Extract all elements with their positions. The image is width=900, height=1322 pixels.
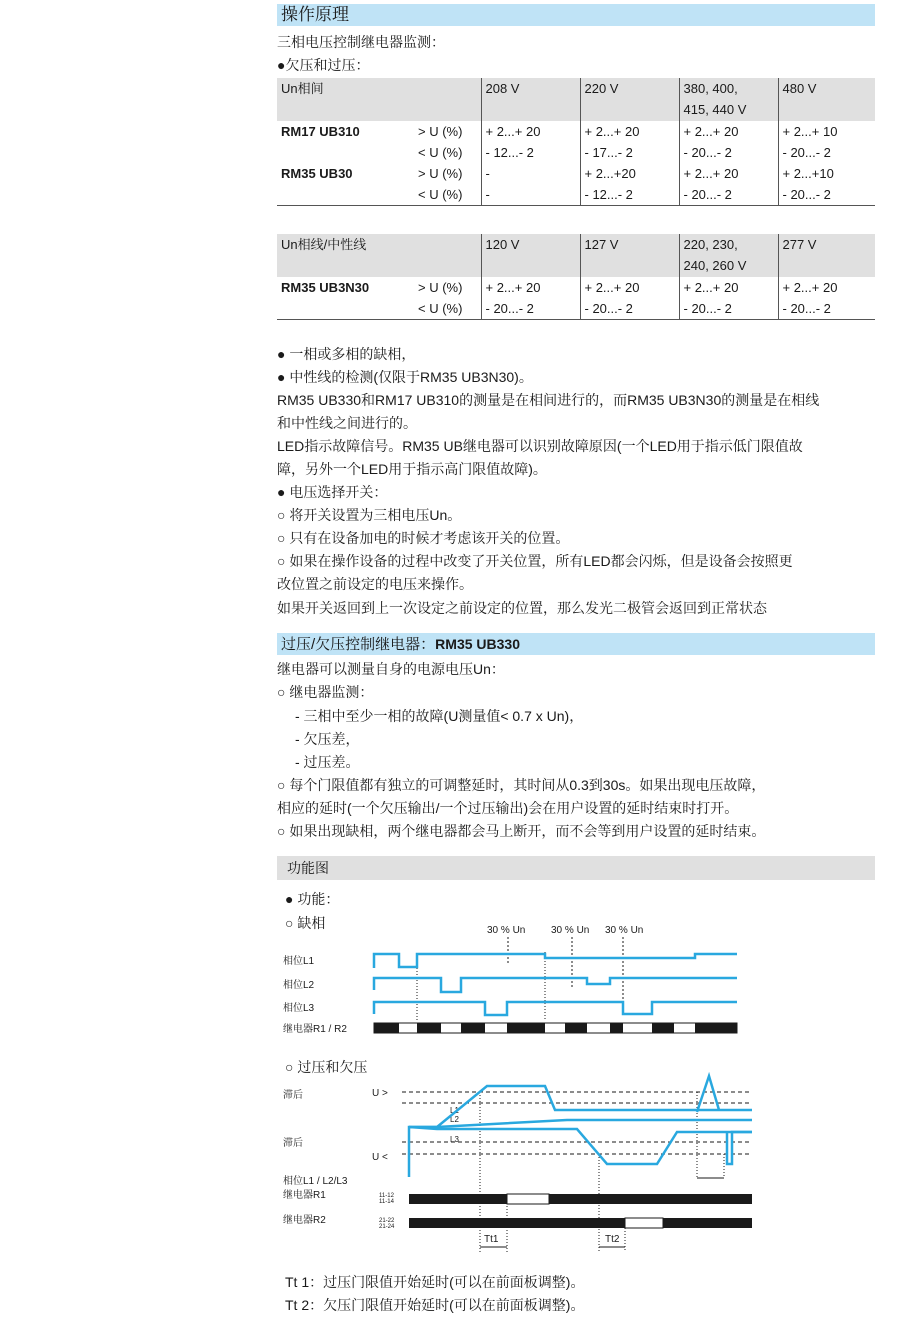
section-title-relay: 过压/欠压控制继电器：RM35 UB330 xyxy=(277,633,875,655)
header-cell: 277 V xyxy=(778,234,875,277)
svg-text:L3: L3 xyxy=(450,1135,459,1144)
header-un-phase: Un相间 xyxy=(277,78,414,121)
table-row: RM35 UB3N30 > U (%) + 2...+ 20 + 2...+ 20 + 2...+ 20 + 2...+ 20 xyxy=(277,277,875,298)
svg-text:继电器R2: 继电器R2 xyxy=(283,1215,326,1226)
para-line: 和中性线之间进行的。 xyxy=(277,415,417,431)
voltage-waveforms xyxy=(409,1076,752,1177)
phase-loss-diagram xyxy=(277,920,757,1040)
relay-timeline xyxy=(374,1023,737,1033)
svg-text:Tt1: Tt1 xyxy=(484,1234,499,1245)
under-over-voltage-heading: ●欠压和过压： xyxy=(277,57,370,73)
section-title-function-diagram: 功能图 xyxy=(277,856,875,880)
section2-line: ○ 继电器监测： xyxy=(277,684,374,700)
header-cell: 220, 230, 240, 260 V xyxy=(679,234,778,277)
header-cell: 208 V xyxy=(481,78,580,121)
header-cell: 480 V xyxy=(778,78,875,121)
svg-text:继电器R1: 继电器R1 xyxy=(283,1190,326,1201)
svg-text:30 % Un: 30 % Un xyxy=(487,925,526,936)
header-cell: 220 V xyxy=(580,78,679,121)
relay-r1-timeline xyxy=(409,1194,752,1204)
svg-text:30 % Un: 30 % Un xyxy=(551,925,590,936)
footnote-tt1: Tt 1：过压门限值开始延时(可以在前面板调整)。 xyxy=(285,1274,585,1290)
header-cell: 127 V xyxy=(580,234,679,277)
para-line: LED指示故障信号。RM35 UB继电器可以识别故障原因(一个LED用于指示低门限值故 xyxy=(277,438,803,454)
svg-text:相位L1: 相位L1 xyxy=(283,956,315,967)
over-under-voltage-diagram xyxy=(277,1072,757,1262)
voltage-table-neutral xyxy=(277,234,875,320)
function-heading: ● 功能： xyxy=(285,891,340,907)
svg-text:继电器R1 / R2: 继电器R1 / R2 xyxy=(283,1024,347,1035)
section2-line: - 过压差。 xyxy=(295,754,360,770)
svg-text:滞后: 滞后 xyxy=(283,1138,303,1149)
svg-text:相位L2: 相位L2 xyxy=(283,980,315,991)
table-row: RM17 UB310 > U (%) + 2...+ 20 + 2...+ 20 + 2...+ 20 + 2...+ 10 xyxy=(277,121,875,142)
para-line: 改位置之前设定的电压来操作。 xyxy=(277,576,473,592)
intro-line: 三相电压控制继电器监测： xyxy=(277,34,445,50)
para-line: 障，另外一个LED用于指示高门限值故障)。 xyxy=(277,461,547,477)
table-row: < U (%) - 12...- 2 - 17...- 2 - 20...- 2 - 20...- 2 xyxy=(277,142,875,163)
over-under-heading: ○ 过压和欠压 xyxy=(285,1059,368,1075)
svg-text:30 % Un: 30 % Un xyxy=(605,925,644,936)
para-line: 如果开关返回到上一次设定之前设定的位置，那么发光二极管会返回到正常状态 xyxy=(277,600,767,616)
para-line: ● 一相或多相的缺相， xyxy=(277,346,416,362)
svg-text:U >: U > xyxy=(372,1088,388,1099)
para-line: ○ 只有在设备加电的时候才考虑该开关的位置。 xyxy=(277,530,570,546)
phase-loss-heading: ○ 缺相 xyxy=(285,915,326,931)
table-row: RM35 UB30 > U (%) - + 2...+20 + 2...+ 20 + 2...+10 xyxy=(277,163,875,184)
header-un-neutral: Un相线/中性线 xyxy=(277,234,414,277)
footnote-tt2: Tt 2：欠压门限值开始延时(可以在前面板调整)。 xyxy=(285,1297,585,1313)
svg-text:相位L1 / L2/L3: 相位L1 / L2/L3 xyxy=(283,1176,348,1187)
section2-line: ○ 如果出现缺相，两个继电器都会马上断开，而不会等到用户设置的延时结束。 xyxy=(277,823,766,839)
para-line: RM35 UB330和RM17 UB310的测量是在相间进行的，而RM35 UB3N30的测量是在相线 xyxy=(277,392,820,408)
para-line: ○ 如果在操作设备的过程中改变了开关位置，所有LED都会闪烁，但是设备会按照更 xyxy=(277,553,793,569)
svg-text:L2: L2 xyxy=(450,1115,459,1124)
para-line: ● 中性线的检测(仅限于RM35 UB3N30)。 xyxy=(277,369,533,385)
section2-line: 相应的延时(一个欠压输出/一个过压输出)会在用户设置的延时结束时打开。 xyxy=(277,800,739,816)
para-line: ● 电压选择开关： xyxy=(277,484,388,500)
section-title-operating-principle: 操作原理 xyxy=(277,4,875,26)
table-row: < U (%) - 20...- 2 - 20...- 2 - 20...- 2 - 20...- 2 xyxy=(277,298,875,320)
phase-waveforms xyxy=(374,954,737,1015)
svg-text:11-14: 11-14 xyxy=(379,1199,394,1205)
svg-text:L1: L1 xyxy=(450,1106,459,1115)
svg-text:滞后: 滞后 xyxy=(283,1090,303,1101)
table-row: < U (%) - - 12...- 2 - 20...- 2 - 20...- 2 xyxy=(277,184,875,206)
header-cell: 380, 400, 415, 440 V xyxy=(679,78,778,121)
relay-r2-timeline xyxy=(409,1218,752,1228)
header-cell: 120 V xyxy=(481,234,580,277)
svg-text:Tt2: Tt2 xyxy=(605,1234,620,1245)
svg-text:相位L3: 相位L3 xyxy=(283,1003,315,1014)
section2-line: 继电器可以测量自身的电源电压Un： xyxy=(277,661,505,677)
section2-line: - 三相中至少一相的故障(U测量值< 0.7 x Un)， xyxy=(295,708,584,724)
section2-line: - 欠压差， xyxy=(295,731,360,747)
voltage-table-phase xyxy=(277,78,875,206)
section2-line: ○ 每个门限值都有独立的可调整延时，其时间从0.3到30s。如果出现电压故障， xyxy=(277,777,766,793)
svg-text:U <: U < xyxy=(372,1152,388,1163)
svg-text:21-22: 21-22 xyxy=(379,1218,395,1224)
svg-text:11-12: 11-12 xyxy=(379,1193,394,1199)
svg-text:21-24: 21-24 xyxy=(379,1224,395,1230)
para-line: ○ 将开关设置为三相电压Un。 xyxy=(277,507,462,523)
